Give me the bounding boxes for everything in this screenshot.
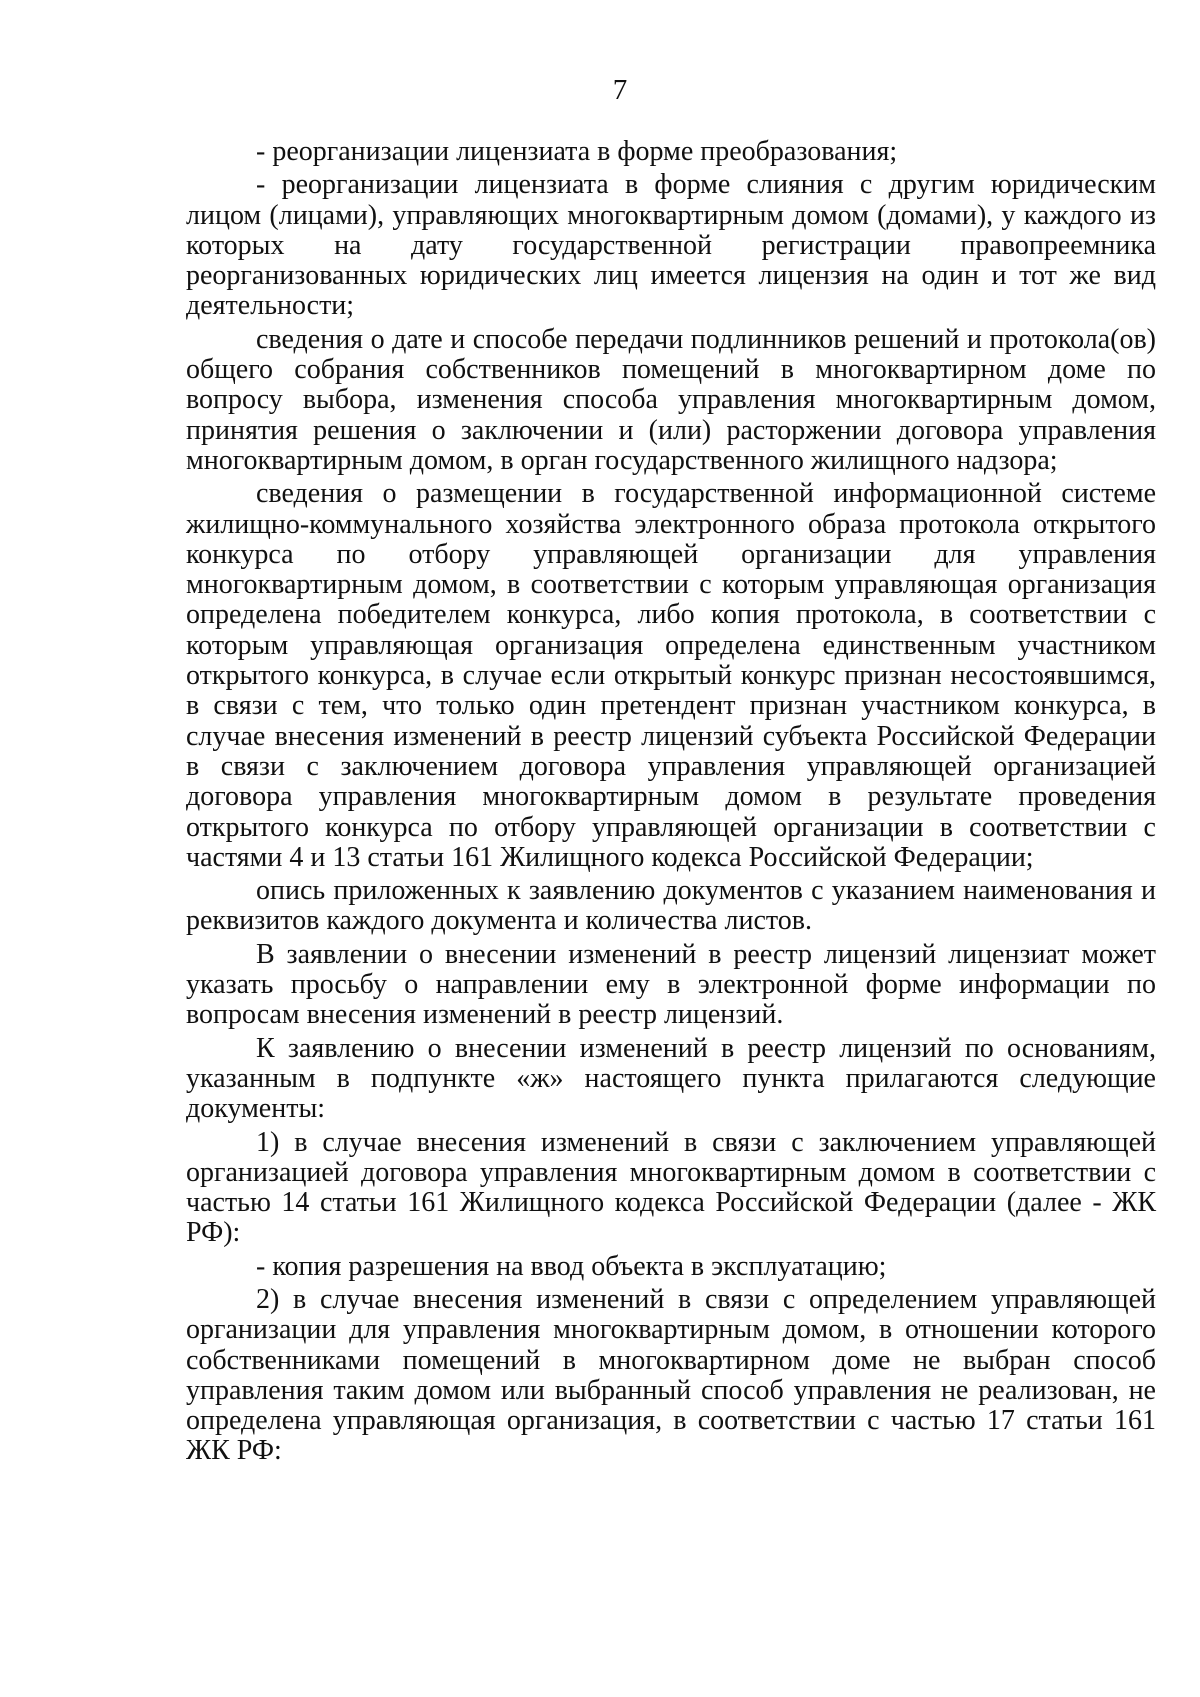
paragraph-item-1: 1) в случае внесения изменений в связи с заключением управляющей организацией договора управления многоквартирным домом в соответствии с частью 14 статьи 161 Жилищного кодекса Российской Федерации (далее - ЖК РФ):	[186, 1126, 1156, 1249]
document-body	[186, 137, 1156, 1467]
paragraph-gis-zhkh-protocol-info: сведения о размещении в государственной информационной системе жилищно-коммунального хозяйства электронного образа протокола открытого конкурса по отбору управляющей организации для управления многоквартирным домом, в соответствии с которым управляющая организация определена победителем конкурса, либо копия протокола, в соответствии с которым управляющая организация определена единственным участником открытого конкурса, в случае если открытый конкурс признан несостоявшимся, в связи с тем, что только один претендент признан участником конкурса, в случае внесения изменений в реестр лицензий субъекта Российской Федерации в связи с заключением договора управления управляющей организацией договора управления многоквартирным домом в результате проведения открытого конкурса по отбору управляющей организации в соответствии с частями 4 и 13 статьи 161 Жилищного кодекса Российской Федерации;	[186, 478, 1156, 873]
page-number: 7	[612, 74, 628, 106]
paragraph-item-2: 2) в случае внесения изменений в связи с определением управляющей организации для управления многоквартирным домом, в отношении которого собственниками помещений в многоквартирном доме не выбран способ управления таким домом или выбранный способ управления не реализован, не определена управляющая организация, в соответствии с частью 17 статьи 161 ЖК РФ:	[186, 1283, 1156, 1467]
paragraph-reorganization-transformation: - реорганизации лицензиата в форме преобразования;	[256, 136, 898, 167]
paragraph-documents-inventory: опись приложенных к заявлению документов с указанием наименования и реквизитов каждого документа и количества листов.	[186, 875, 1156, 937]
paragraph-originals-transfer-info: сведения о дате и способе передачи подлинников решений и протокола(ов) общего собрания собственников помещений в многоквартирном доме по вопросу выбора, изменения способа управления многоквартирным домом, принятия решения о заключении и (или) расторжении договора управления многоквартирным домом, в орган государственного жилищного надзора;	[186, 323, 1156, 476]
paragraph-electronic-notification-request: В заявлении о внесении изменений в реестр лицензий лицензиат может указать просьбу о направлении ему в электронной форме информации по вопросам внесения изменений в реестр лицензий.	[186, 938, 1156, 1031]
paragraph-attached-documents-intro: К заявлению о внесении изменений в реестр лицензий по основаниям, указанным в подпункте «ж» настоящего пункта прилагаются следующие документы:	[186, 1032, 1156, 1125]
paragraph-reorganization-merger: - реорганизации лицензиата в форме слияния с другим юридическим лицом (лицами), управляющих многоквартирным домом (домами), у каждого из которых на дату государственной регистрации правопреемника реорганизованных юридических лиц имеется лицензия на один и тот же вид деятельности;	[186, 169, 1156, 322]
paragraph-occupancy-permit-copy: - копия разрешения на ввод объекта в эксплуатацию;	[256, 1250, 887, 1282]
